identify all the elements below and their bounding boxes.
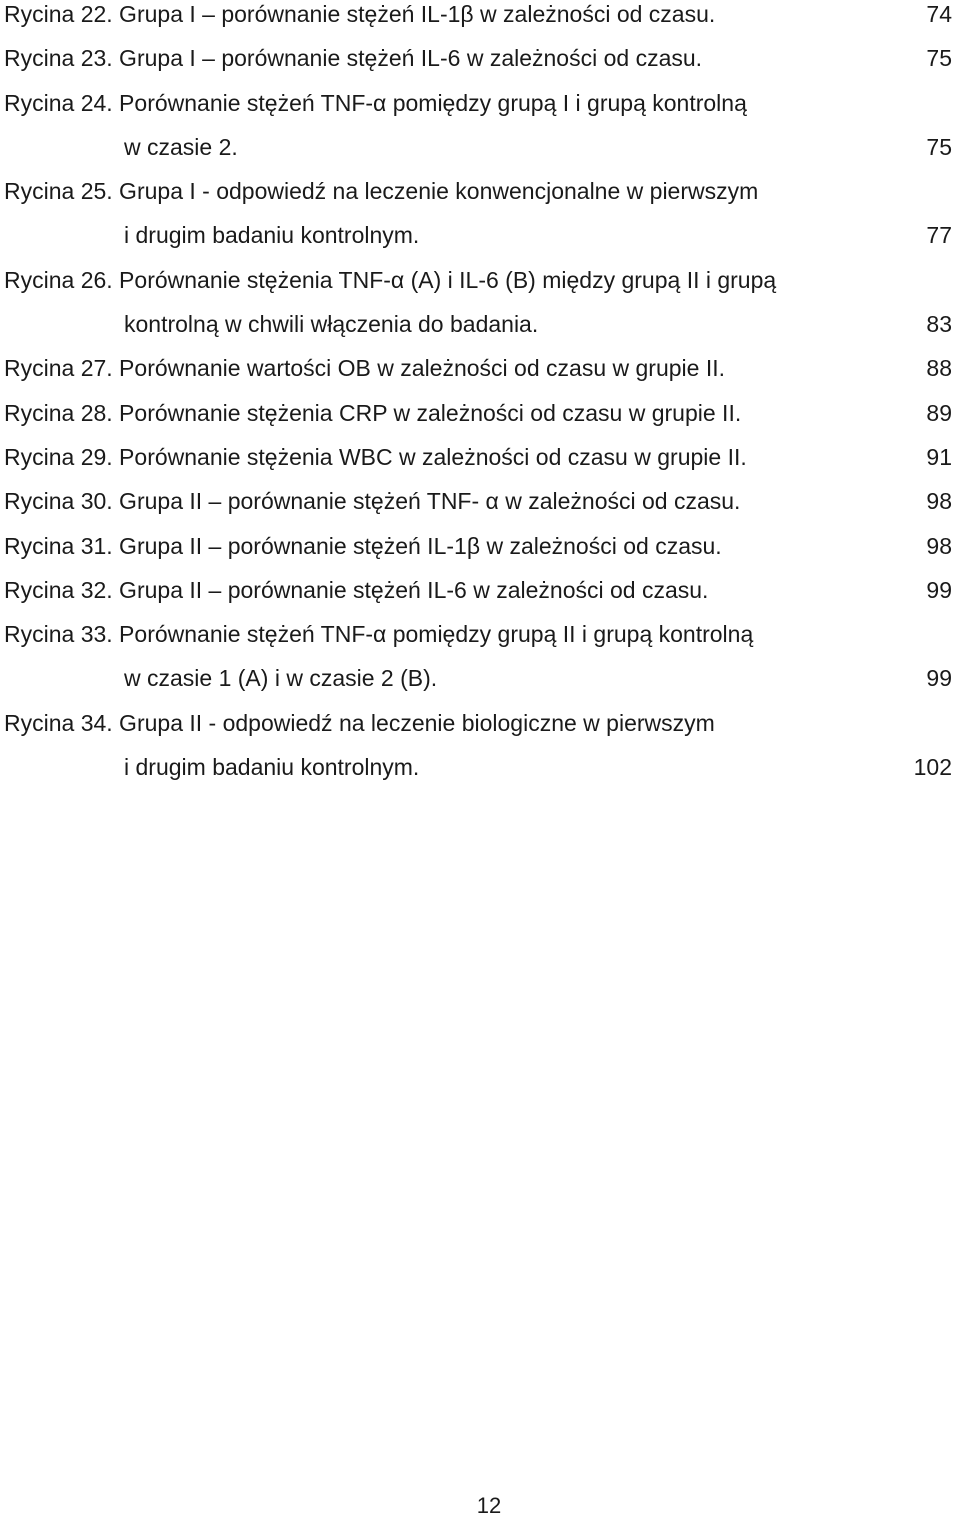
toc-entry-page: 88: [926, 355, 952, 382]
toc-entry: [4, 435, 952, 479]
toc-entry-page: 98: [926, 532, 952, 559]
toc-entry-title: Rycina 27. Porównanie wartości OB w zależności od czasu w grupie II.: [4, 355, 725, 382]
toc-entry-title-continued: kontrolną w chwili włączenia do badania.: [124, 311, 539, 338]
toc-entry-title: Rycina 31. Grupa II – porównanie stężeń IL-1β w zależności od czasu.: [4, 532, 722, 559]
toc-entry-title-continued: w czasie 1 (A) i w czasie 2 (B).: [124, 665, 438, 692]
toc-entry-title: Rycina 25. Grupa I - odpowiedź na leczenie konwencjonalne w pierwszym: [4, 178, 759, 205]
toc-entry-page: 75: [926, 133, 952, 160]
toc-entry-title: Rycina 26. Porównanie stężenia TNF-α (A) i IL-6 (B) między grupą II i grupą: [4, 266, 777, 293]
toc-entry: [4, 0, 952, 36]
toc-entry-page: 77: [926, 222, 952, 249]
toc-entry-continuation: [4, 125, 952, 169]
toc-entry-page: 99: [926, 665, 952, 692]
toc-entry-title: Rycina 30. Grupa II – porównanie stężeń TNF- α w zależności od czasu.: [4, 488, 741, 515]
toc-entry-continuation: [4, 745, 952, 789]
toc-entry-title-continued: i drugim badaniu kontrolnym.: [124, 754, 420, 781]
toc-entry-page: 83: [926, 311, 952, 338]
toc-entry-title: Rycina 24. Porównanie stężeń TNF-α pomiędzy grupą I i grupą kontrolną: [4, 89, 747, 116]
table-of-figures: [4, 0, 952, 789]
toc-entry-title: Rycina 33. Porównanie stężeń TNF-α pomiędzy grupą II i grupą kontrolną: [4, 621, 754, 648]
toc-entry: [4, 169, 952, 213]
toc-entry-title: Rycina 32. Grupa II – porównanie stężeń IL-6 w zależności od czasu.: [4, 576, 709, 603]
toc-entry: [4, 479, 952, 523]
toc-entry: [4, 81, 952, 125]
toc-entry-title: Rycina 34. Grupa II - odpowiedź na leczenie biologiczne w pierwszym: [4, 709, 715, 736]
toc-entry: [4, 258, 952, 302]
toc-entry-title: Rycina 23. Grupa I – porównanie stężeń IL-6 w zależności od czasu.: [4, 45, 703, 72]
toc-entry-title: Rycina 28. Porównanie stężenia CRP w zależności od czasu w grupie II.: [4, 399, 742, 426]
toc-entry-continuation: [4, 213, 952, 257]
toc-entry: [4, 524, 952, 568]
toc-entry: [4, 346, 952, 390]
toc-entry: [4, 391, 952, 435]
toc-entry-title-continued: i drugim badaniu kontrolnym.: [124, 222, 420, 249]
toc-entry: [4, 701, 952, 745]
toc-entry-page: 74: [926, 1, 952, 27]
toc-entry: [4, 568, 952, 612]
toc-entry-page: 99: [926, 576, 952, 603]
toc-entry-title: Rycina 29. Porównanie stężenia WBC w zależności od czasu w grupie II.: [4, 443, 747, 470]
toc-entry-page: 91: [926, 443, 952, 470]
toc-entry-page: 98: [926, 488, 952, 515]
toc-entry-page: 89: [926, 399, 952, 426]
toc-entry: [4, 612, 952, 656]
toc-entry-continuation: [4, 302, 952, 346]
toc-entry-continuation: [4, 656, 952, 700]
toc-entry-title: Rycina 22. Grupa I – porównanie stężeń IL-1β w zależności od czasu.: [4, 1, 716, 27]
toc-entry-title-continued: w czasie 2.: [124, 133, 238, 160]
toc-entry-page: 102: [913, 754, 952, 781]
page-number: 12: [476, 1493, 502, 1518]
toc-entry-page: 75: [926, 45, 952, 72]
toc-entry: [4, 36, 952, 80]
